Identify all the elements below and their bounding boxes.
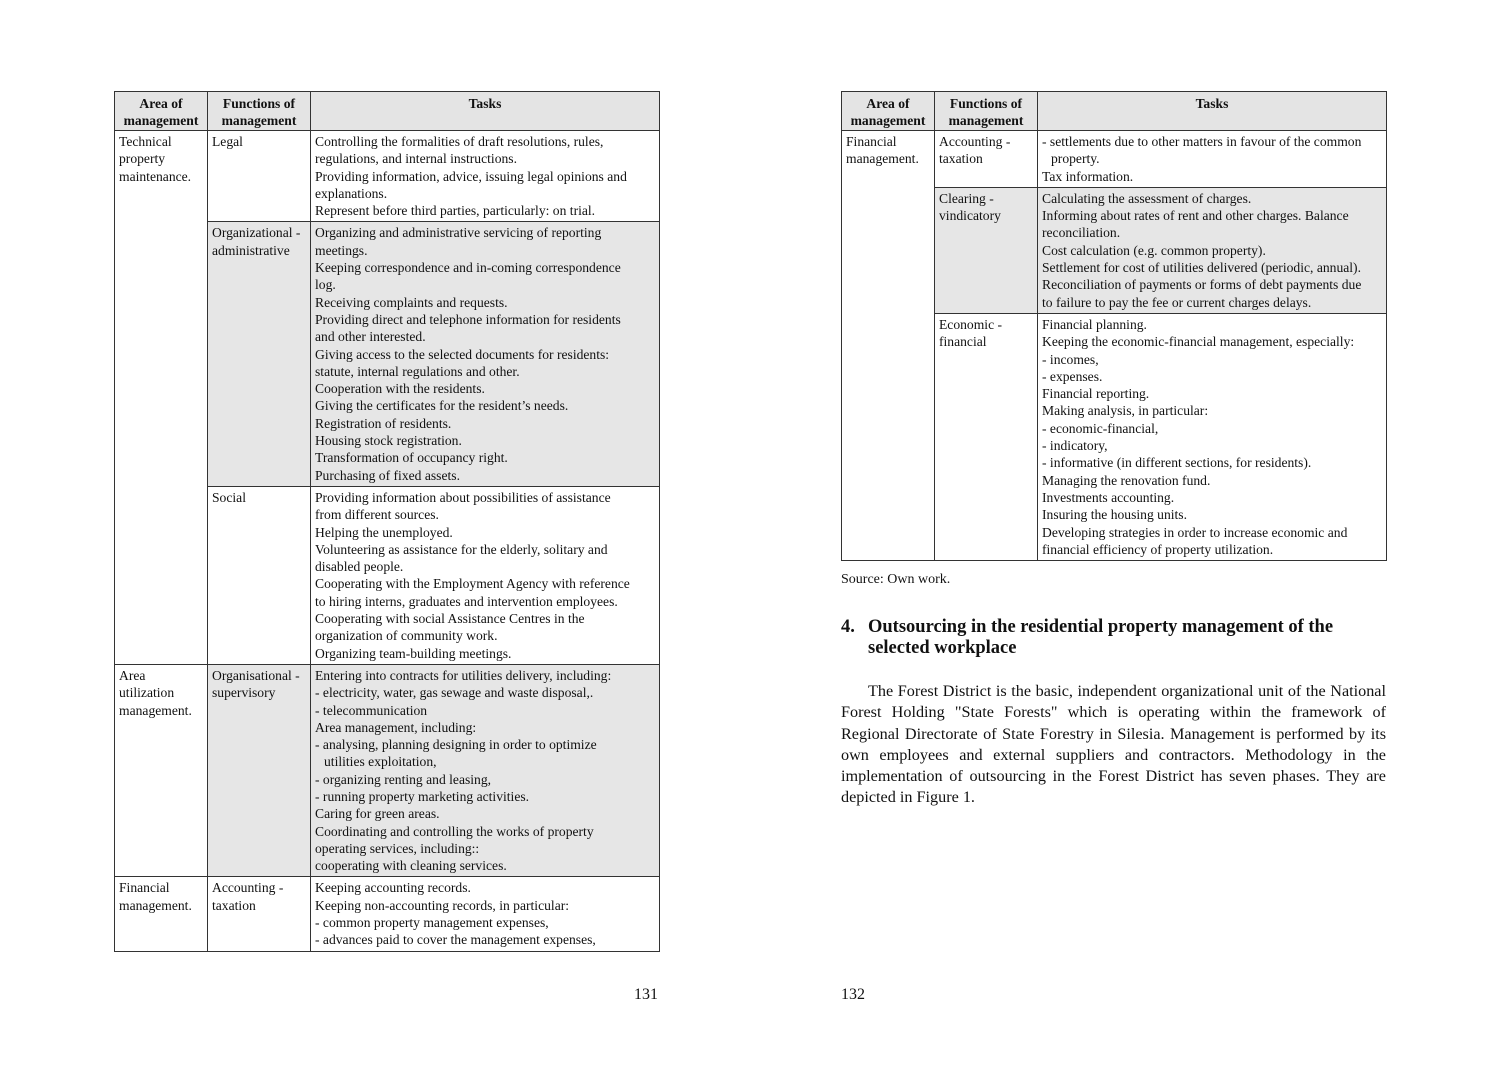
table-header-row	[115, 92, 660, 131]
area-cell: Financial management.	[115, 877, 208, 951]
tasks-cell	[311, 486, 660, 664]
task-line: log.	[315, 277, 336, 293]
task-line: Keeping non-accounting records, in particular:	[315, 897, 570, 913]
task-line: Cost calculation (e.g. common property).	[1042, 242, 1266, 258]
task-line: Giving the certificates for the resident’s needs.	[315, 398, 569, 414]
task-line: operating services, including::	[315, 840, 480, 856]
tasks-cell	[311, 664, 660, 877]
task-line: Keeping accounting records.	[315, 880, 471, 896]
tasks-cell	[311, 131, 660, 222]
task-line: - advances paid to cover the management expenses,	[315, 932, 596, 948]
task-line: Housing stock registration.	[315, 433, 462, 449]
task-line: Cooperation with the residents.	[315, 381, 485, 397]
task-line: - settlements due to other matters in favour of the common	[1042, 134, 1362, 149]
area-cell: Area utilization management.	[115, 664, 208, 877]
task-line: property.	[1051, 151, 1100, 167]
task-line: Coordinating and controlling the works of property	[315, 823, 594, 839]
task-line: Making analysis, in particular:	[1042, 403, 1209, 419]
task-line: - telecommunication	[315, 702, 428, 718]
task-line: Purchasing of fixed assets.	[315, 467, 460, 483]
section-number: 4.	[841, 617, 855, 637]
task-line: Keeping correspondence and in-coming correspondence	[315, 260, 621, 276]
function-cell: Organisational - supervisory	[208, 664, 311, 877]
task-line: - expenses.	[1042, 368, 1103, 384]
task-line: Transformation of occupancy right.	[315, 450, 508, 466]
task-line: from different sources.	[315, 507, 439, 523]
table-row	[842, 131, 1387, 188]
task-line: Investments accounting.	[1042, 489, 1175, 505]
task-line: Represent before third parties, particularly: on trial.	[315, 203, 596, 219]
task-line: Keeping the economic-financial management, especially:	[1042, 334, 1355, 350]
task-line: Volunteering as assistance for the elderly, solitary and	[315, 541, 608, 557]
section-heading	[841, 617, 1389, 659]
header-functions: Functions of management	[208, 92, 311, 131]
task-line: cooperating with cleaning services.	[315, 858, 507, 874]
header-tasks: Tasks	[311, 92, 660, 131]
task-line: Receiving complaints and requests.	[315, 294, 508, 310]
task-line: regulations, and internal instructions.	[315, 151, 517, 167]
tasks-cell	[311, 222, 660, 486]
task-line: Registration of residents.	[315, 415, 452, 431]
task-line: Informing about rates of rent and other charges. Balance	[1042, 208, 1349, 224]
task-line: organization of community work.	[315, 628, 498, 644]
tasks-cell	[1038, 187, 1387, 313]
task-line: Caring for green areas.	[315, 806, 440, 822]
function-cell: Accounting - taxation	[935, 131, 1038, 188]
task-line: Organizing and administrative servicing of reporting	[315, 225, 602, 241]
function-cell: Accounting - taxation	[208, 877, 311, 951]
task-line: Tax information.	[1042, 168, 1134, 184]
task-line: - common property management expenses,	[315, 915, 549, 931]
function-cell: Clearing - vindicatory	[935, 187, 1038, 313]
page-number: 132	[841, 986, 865, 1003]
task-line: - organizing renting and leasing,	[315, 771, 492, 787]
task-line: and other interested.	[315, 329, 426, 345]
task-line: - economic-financial,	[1042, 420, 1159, 436]
body-paragraph: The Forest District is the basic, independent organizational unit of the National Forest Holding "State Forests" which is operating within the framework of Regional Directorate of State Forestry in Silesia. Management is performed by its own employees and external suppliers and contractors. Methodology in the implementation of outsourcing in the Forest District has seven phases. They are depicted in Figure 1.	[841, 682, 1386, 807]
task-line: Controlling the formalities of draft resolutions, rules,	[315, 134, 604, 149]
table-header-row	[842, 92, 1387, 131]
task-line: Cooperating with social Assistance Centres in the	[315, 611, 585, 627]
task-line: disabled people.	[315, 559, 404, 575]
task-line: financial efficiency of property utilization.	[1042, 541, 1274, 557]
area-cell: Financial management.	[842, 131, 935, 561]
function-cell: Economic - financial	[935, 313, 1038, 560]
task-line: Helping the unemployed.	[315, 524, 453, 540]
task-line: statute, internal regulations and other.	[315, 363, 520, 379]
task-line: Settlement for cost of utilities delivered (periodic, annual).	[1042, 260, 1361, 276]
task-line: Area management, including:	[315, 719, 477, 735]
tasks-cell	[1038, 131, 1387, 188]
task-line: to hiring interns, graduates and intervention employees.	[315, 593, 618, 609]
management-table-right	[841, 91, 1387, 561]
page-number: 131	[634, 986, 658, 1003]
tasks-cell	[1038, 313, 1387, 560]
function-cell: Legal	[208, 131, 311, 222]
tasks-cell	[311, 877, 660, 951]
task-line: Giving access to the selected documents for residents:	[315, 346, 610, 362]
task-line: Calculating the assessment of charges.	[1042, 190, 1252, 206]
table-row	[115, 664, 660, 877]
task-line: - running property marketing activities.	[315, 788, 530, 804]
header-area: Area of management	[115, 92, 208, 131]
task-line: Providing direct and telephone information for residents	[315, 311, 621, 327]
task-line: Providing information about possibilities of assistance	[315, 489, 611, 505]
task-line: meetings.	[315, 242, 368, 258]
right-page	[750, 0, 1500, 1068]
function-cell: Organizational - administrative	[208, 222, 311, 486]
task-line: to failure to pay the fee or current charges delays.	[1042, 294, 1312, 310]
header-tasks: Tasks	[1038, 92, 1387, 131]
task-line: Organizing team-building meetings.	[315, 645, 512, 661]
task-line: reconciliation.	[1042, 225, 1121, 241]
task-line: - informative (in different sections, for residents).	[1042, 455, 1312, 471]
source-note: Source: Own work.	[841, 572, 951, 587]
table-row	[115, 877, 660, 951]
table-row	[115, 131, 660, 222]
area-cell: Technical property maintenance.	[115, 131, 208, 665]
section-title: Outsourcing in the residential property management of the selected workplace	[868, 617, 1334, 658]
task-line: Insuring the housing units.	[1042, 507, 1187, 523]
task-line: Cooperating with the Employment Agency with reference	[315, 576, 630, 592]
management-table-left	[114, 91, 660, 952]
task-line: - electricity, water, gas sewage and waste disposal,.	[315, 685, 594, 701]
task-line: Reconciliation of payments or forms of debt payments due	[1042, 277, 1362, 293]
task-line: Financial planning.	[1042, 316, 1147, 332]
header-area: Area of management	[842, 92, 935, 131]
task-line: Entering into contracts for utilities delivery, including:	[315, 667, 612, 683]
task-line: Developing strategies in order to increase economic and	[1042, 524, 1348, 540]
task-line: Providing information, advice, issuing legal opinions and	[315, 168, 627, 184]
task-line: utilities exploitation,	[324, 754, 437, 770]
task-line: - incomes,	[1042, 351, 1099, 367]
task-line: Financial reporting.	[1042, 386, 1150, 402]
task-line: Managing the renovation fund.	[1042, 472, 1211, 488]
task-line: - analysing, planning designing in order to optimize	[315, 737, 597, 753]
task-line: - indicatory,	[1042, 438, 1108, 454]
function-cell: Social	[208, 486, 311, 664]
header-functions: Functions of management	[935, 92, 1038, 131]
task-line: explanations.	[315, 185, 388, 201]
